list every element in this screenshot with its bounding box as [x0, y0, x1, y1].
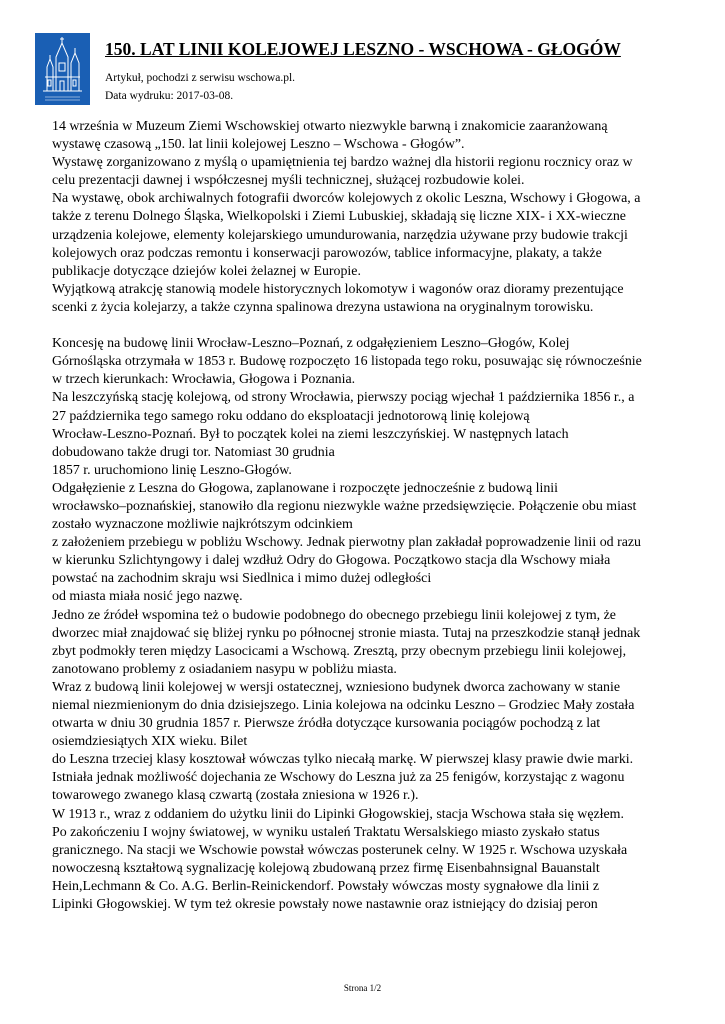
paragraph-gap — [52, 317, 700, 335]
body-line: Hein,Lechmann & Co. A.G. Berlin-Reinickendorf. Powstały wówczas mosty sygnałowe dla linii z — [52, 878, 600, 894]
source-note: Artykuł, pochodzi z serwisu wschowa.pl. — [105, 72, 296, 84]
body-line: zostało wyznaczone możliwie najkrótszym odcinkiem — [52, 517, 353, 533]
town-hall-logo-graphic — [35, 33, 90, 105]
body-line: do Leszna trzeciej klasy kosztował wówczas tylko niecałą markę. W pierwszej klasy prawie dwie marki. — [52, 752, 634, 768]
article-body — [52, 118, 700, 914]
print-date: Data wydruku: 2017-03-08. — [105, 90, 234, 102]
body-line: także z terenu Dolnego Śląska, Wielkopolski i Ziemi Lubuskiej, składają się liczne XIX- i XX-wieczne — [52, 209, 626, 225]
body-line: towarowego zwanego klasą czwartą (została zniesiona w 1926 r.). — [52, 788, 419, 804]
body-line: Na leszczyńską stację kolejową, od strony Wrocławia, pierwszy pociąg wjechał 1 października 1856 r., a — [52, 390, 635, 406]
body-line: W 1913 r., wraz z oddaniem do użytku linii do Lipinki Głogowskiej, stacja Wschowa stała się węzłem. — [52, 806, 624, 822]
body-line: Wrocław-Leszno-Poznań. Był to początek kolei na ziemi leszczyńskiej. W następnych latach — [52, 426, 569, 442]
body-line: Koncesję na budowę linii Wrocław-Leszno–Poznań, z odgałęzieniem Leszno–Głogów, Kolej — [52, 336, 570, 352]
body-line: zanotowano problemy z osiadaniem nasypu w pobliżu miasta. — [52, 661, 397, 677]
body-line: 1857 r. uruchomiono linię Leszno-Głogów. — [52, 462, 292, 478]
body-line: Istniała jednak możliwość dojechania ze Wschowy do Leszna już za 25 fenigów, korzystając z wagonu — [52, 770, 625, 786]
page-number: Strona 1/2 — [343, 983, 382, 993]
body-line: Jedno ze źródeł wspomina też o budowie podobnego do obecnego przebiegu linii kolejowej z tym, że — [52, 607, 616, 623]
body-line: wystawę czasową „150. lat linii kolejowej Leszno – Wschowa - Głogów”. — [52, 137, 465, 153]
body-line: Po zakończeniu I wojny światowej, w wyniku ustaleń Traktatu Wersalskiego miasto zyskało status — [52, 824, 600, 840]
body-line: niemal niezmienionym do dnia dzisiejszego. Linia kolejowa na odcinku Leszno – Grodziec Mały została — [52, 698, 635, 713]
document-title: 150. LAT LINII KOLEJOWEJ LESZNO - WSCHOWA - GŁOGÓW — [105, 39, 621, 59]
body-line: celu prezentacji dawnej i współczesnej myśli technicznej, służącej rozbudowie kolei. — [52, 173, 525, 189]
body-line: powstać na zachodnim skraju wsi Siedlnica i mimo dużej odległości — [52, 571, 432, 587]
body-line: granicznego. Na stacji we Wschowie powstał wówczas posterunek celny. W 1925 r. Wschowa uzyskała — [52, 842, 628, 858]
body-line: w trzech kierunkach: Wrocławia, Głogowa i Poznania. — [52, 372, 356, 388]
body-line: Wyjątkową atrakcję stanowią modele historycznych lokomotyw i wagonów oraz dioramy prezentujące — [52, 281, 624, 297]
body-line: dworzec miał znajdować się bliżej rynku po północnej stronie miasta. Tutaj na przeszkodzie stanął jednak — [52, 625, 641, 641]
body-line: dobudowano także drugi tor. Natomiast 30 grudnia — [52, 444, 335, 460]
body-line: otwarta w dniu 30 grudnia 1857 r. Pierwsze źródła dotyczące kursowania pociągów pochodzą z lat — [52, 716, 601, 732]
town-hall-logo-icon — [35, 33, 90, 105]
body-line: Na wystawę, obok archiwalnych fotografii dworców kolejowych z okolic Leszna, Wschowy i Głogowa, a — [52, 191, 641, 207]
body-line: Górnośląska otrzymała w 1853 r. Budowę rozpoczęto 16 listopada tego roku, posuwając się równocześnie — [52, 354, 642, 370]
body-line: nowoczesną kształtową sygnalizację kolejową zbudowaną przez firmę Eisenbahnsignal Bauanstalt — [52, 860, 600, 876]
body-line: 27 października tego samego roku oddano do eksploatacji jednotorową linię kolejową — [52, 408, 530, 424]
body-line: 14 września w Muzeum Ziemi Wschowskiej otwarto niezwykle barwną i znakomicie zaaranżowaną — [52, 119, 608, 134]
body-line: od miasta miała nosić jego nazwę. — [52, 589, 243, 605]
body-line: kolejowych oraz podczas remontu i konserwacji parowozów, tablice informacyjne, plakaty, a także — [52, 245, 602, 261]
body-line: Odgałęzienie z Leszna do Głogowa, zaplanowane i rozpoczęte jednocześnie z budową linii — [52, 480, 559, 496]
body-line: Wraz z budową linii kolejowej w wersji ostatecznej, wzniesiono budynek dworca zachowany w stanie — [52, 679, 620, 695]
body-line: zbyt podmokły teren między Lasocicami a Wschową. Zresztą, przy obecnym przebiegu linii kolejowej, — [52, 643, 627, 659]
body-line: Wystawę zorganizowano z myślą o upamiętnienia tej bardzo ważnej dla historii regionu rocznicy oraz w — [52, 155, 633, 171]
body-line: Lipinki Głogowskiej. W tym też okresie powstały nowe nastawnie oraz istniejący do dzisiaj peron — [52, 897, 598, 913]
body-line: w kierunku Szlichtyngowy i dalej wzdłuż Odry do Głogowa. Początkowo stacja dla Wschowy miała — [52, 553, 611, 569]
body-line: z założeniem przebiegu w pobliżu Wschowy. Jednak pierwotny plan zakładał poprowadzenie linii od razu — [52, 535, 641, 551]
body-line: publikacje dotyczące dziejów kolei żelaznej w Europie. — [52, 263, 361, 279]
body-line: urządzenia kolejowe, elementy kolejarskiego umundurowania, narzędzia używane przy budowie trakcji — [52, 227, 628, 243]
body-line: wrocławsko–poznańskiej, stanowiło dla regionu niezwykle ważne przedsięwzięcie. Połączenie obu miast — [52, 498, 637, 514]
body-line: scenki z życia kolejarzy, a także czynna spalinowa drezyna ustawiona na oryginalnym torowisku. — [52, 299, 594, 315]
body-line: osiemdziesiątych XIX wieku. Bilet — [52, 734, 248, 750]
